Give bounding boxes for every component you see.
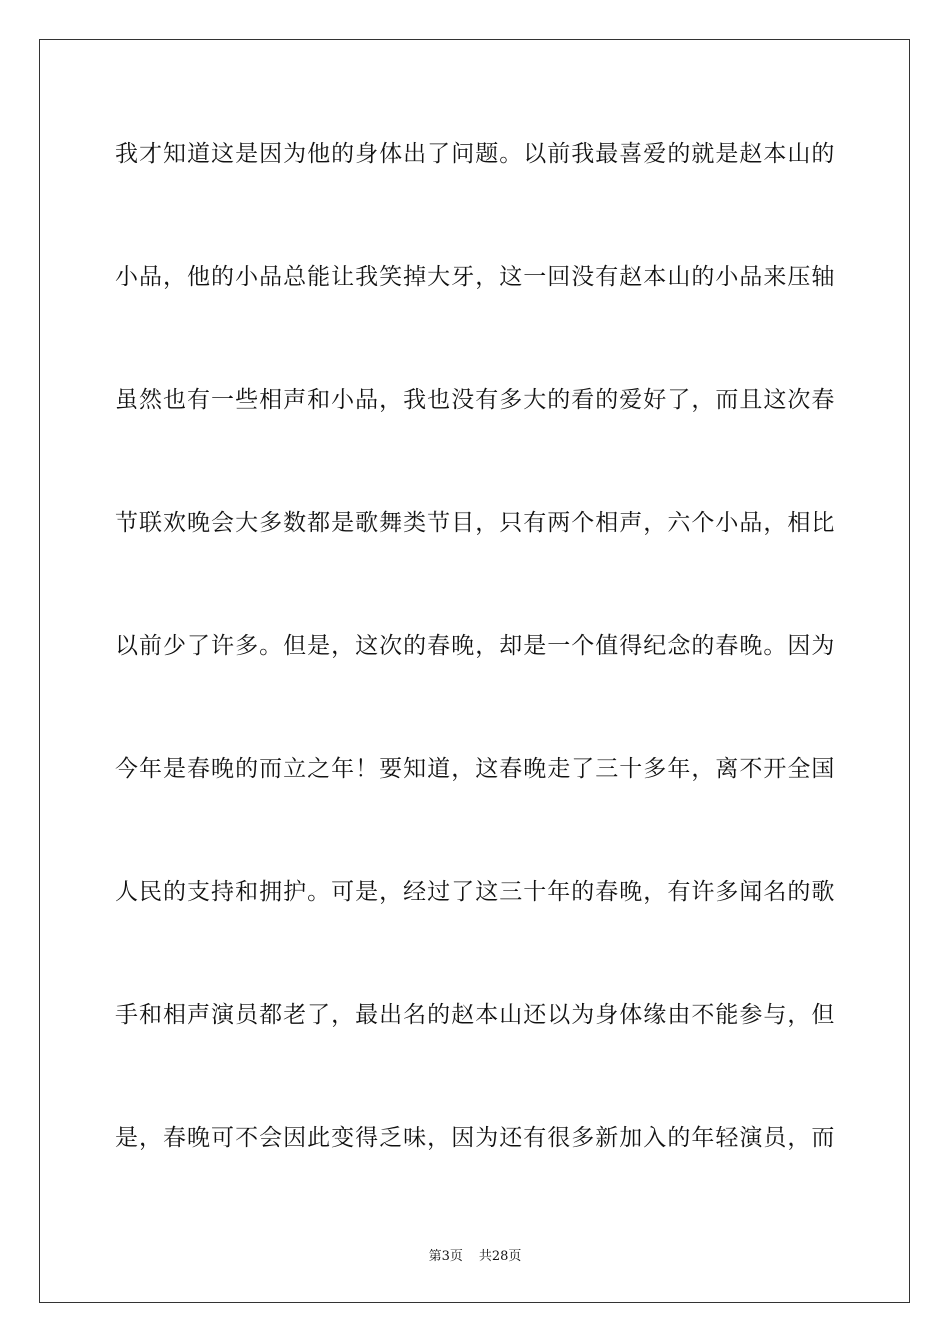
document-body xyxy=(115,124,835,1231)
text-line: 手和相声演员都老了，最出名的赵本山还以为身体缘由不能参与，但 xyxy=(115,1002,835,1028)
page-footer xyxy=(0,1247,950,1267)
text-line: 是，春晚可不会因此变得乏味，因为还有很多新加入的年轻演员，而 xyxy=(115,1125,835,1151)
text-line: 以前少了许多。但是，这次的春晚，却是一个值得纪念的春晚。因为 xyxy=(115,633,835,659)
text-line: 小品，他的小品总能让我笑掉大牙，这一回没有赵本山的小品来压轴 xyxy=(115,264,835,290)
page-total: 共28页 xyxy=(478,1249,522,1264)
text-line: 人民的支持和拥护。可是，经过了这三十年的春晚，有许多闻名的歌 xyxy=(115,879,835,905)
text-line: 虽然也有一些相声和小品，我也没有多大的看的爱好了，而且这次春 xyxy=(115,387,835,413)
text-line: 节联欢晚会大多数都是歌舞类节目，只有两个相声，六个小品，相比 xyxy=(115,510,835,536)
text-line: 我才知道这是因为他的身体出了问题。以前我最喜爱的就是赵本山的 xyxy=(115,141,835,167)
page-number: 第3页 xyxy=(428,1249,463,1264)
text-line: 今年是春晚的而立之年！要知道，这春晚走了三十多年，离不开全国 xyxy=(115,756,835,782)
